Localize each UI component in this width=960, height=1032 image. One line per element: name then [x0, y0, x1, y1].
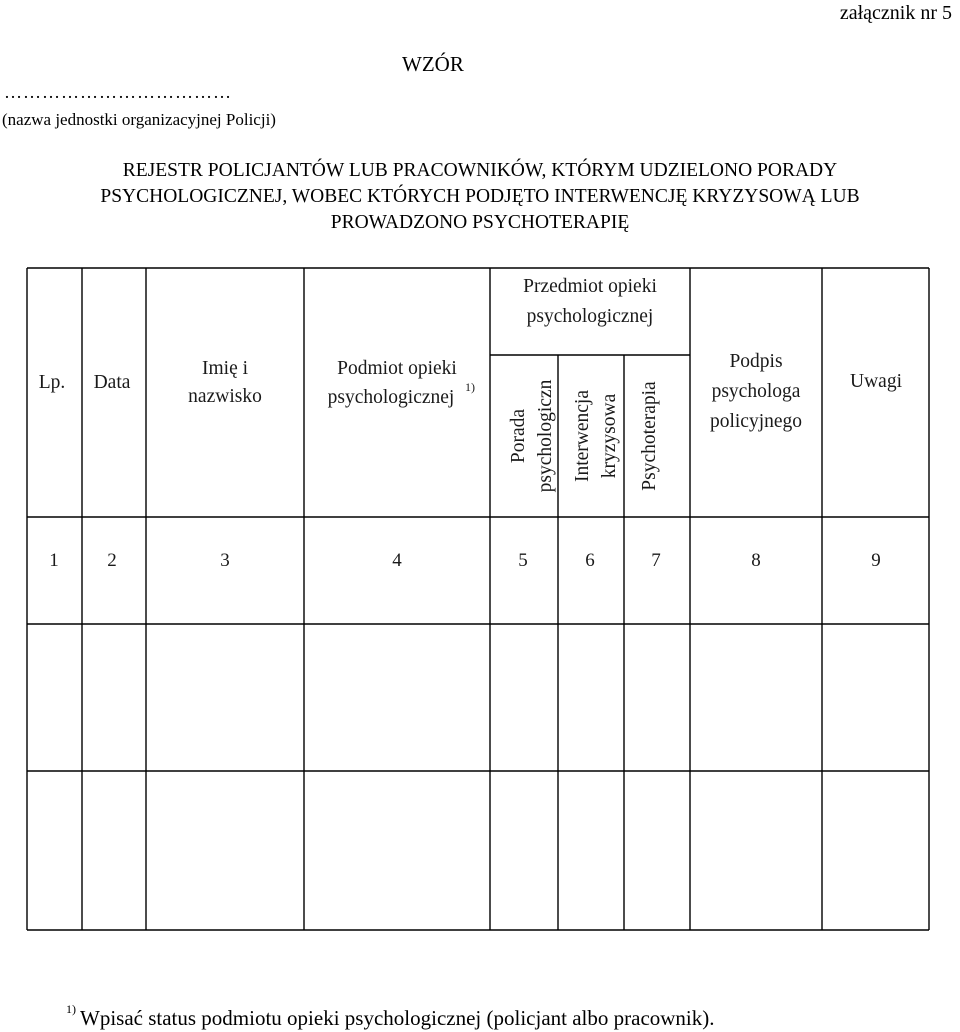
- template-label: WZÓR: [402, 52, 464, 76]
- column-number: 3: [220, 550, 230, 571]
- footnote-marker: 1): [66, 1002, 76, 1016]
- attachment-number: załącznik nr 5: [839, 2, 952, 24]
- unit-name-placeholder: ………………………………: [4, 82, 232, 102]
- column-number: 1: [49, 550, 59, 571]
- header-name-line-1: Imię i: [201, 358, 249, 379]
- column-number: 7: [651, 550, 661, 571]
- unit-name-caption: (nazwa jednostki organizacyjnej Policji): [2, 110, 276, 129]
- header-date: Data: [93, 372, 131, 393]
- column-number-row: [49, 550, 881, 571]
- column-number: 4: [392, 550, 402, 571]
- title-line-3: PROWADZONO PSYCHOTERAPIĘ: [330, 212, 630, 233]
- header-therapy-line-1: Psychoterapia: [639, 381, 660, 491]
- column-number: 6: [585, 550, 595, 571]
- header-advice: [508, 379, 556, 492]
- header-advice-line-1: Porada: [508, 408, 529, 464]
- table-row[interactable]: [27, 771, 929, 930]
- header-subject-line-1: Podmiot opieki: [337, 358, 457, 379]
- header-therapy: [639, 381, 660, 491]
- header-subject-footnote-marker: 1): [465, 380, 475, 394]
- header-lp: Lp.: [38, 372, 66, 393]
- title-line-1: REJESTR POLICJANTÓW LUB PRACOWNIKÓW, KTÓRYM UDZIELONO PORADY: [122, 160, 838, 181]
- header-intervention-line-2: kryzysowa: [599, 393, 620, 479]
- table-row[interactable]: [27, 624, 929, 771]
- header-care-group-line-2: psychologicznej: [526, 306, 654, 327]
- header-signature-line-1: Podpis: [729, 351, 783, 372]
- column-number: 9: [871, 550, 881, 571]
- column-number: 5: [518, 550, 528, 571]
- footnote-text: Wpisać status podmiotu opieki psychologicznej (policjant albo pracownik).: [80, 1006, 715, 1030]
- footnote: [66, 1002, 715, 1031]
- header-subject-line-2: psychologicznej: [327, 387, 455, 408]
- header-care-group-line-1: Przedmiot opieki: [523, 276, 657, 297]
- header-intervention-line-1: Interwencja: [572, 389, 593, 483]
- header-advice-line-2: psychologiczn: [535, 379, 556, 493]
- header-name-line-2: nazwisko: [188, 386, 262, 407]
- column-number: 8: [751, 550, 761, 571]
- header-signature-line-3: policyjnego: [709, 411, 803, 432]
- header-intervention: [572, 390, 620, 482]
- header-remarks: Uwagi: [850, 371, 902, 392]
- column-number: 2: [107, 550, 117, 571]
- title-line-2: PSYCHOLOGICZNEJ, WOBEC KTÓRYCH PODJĘTO INTERWENCJĘ KRYZYSOWĄ LUB: [100, 186, 860, 207]
- header-signature-line-2: psychologa: [711, 381, 801, 402]
